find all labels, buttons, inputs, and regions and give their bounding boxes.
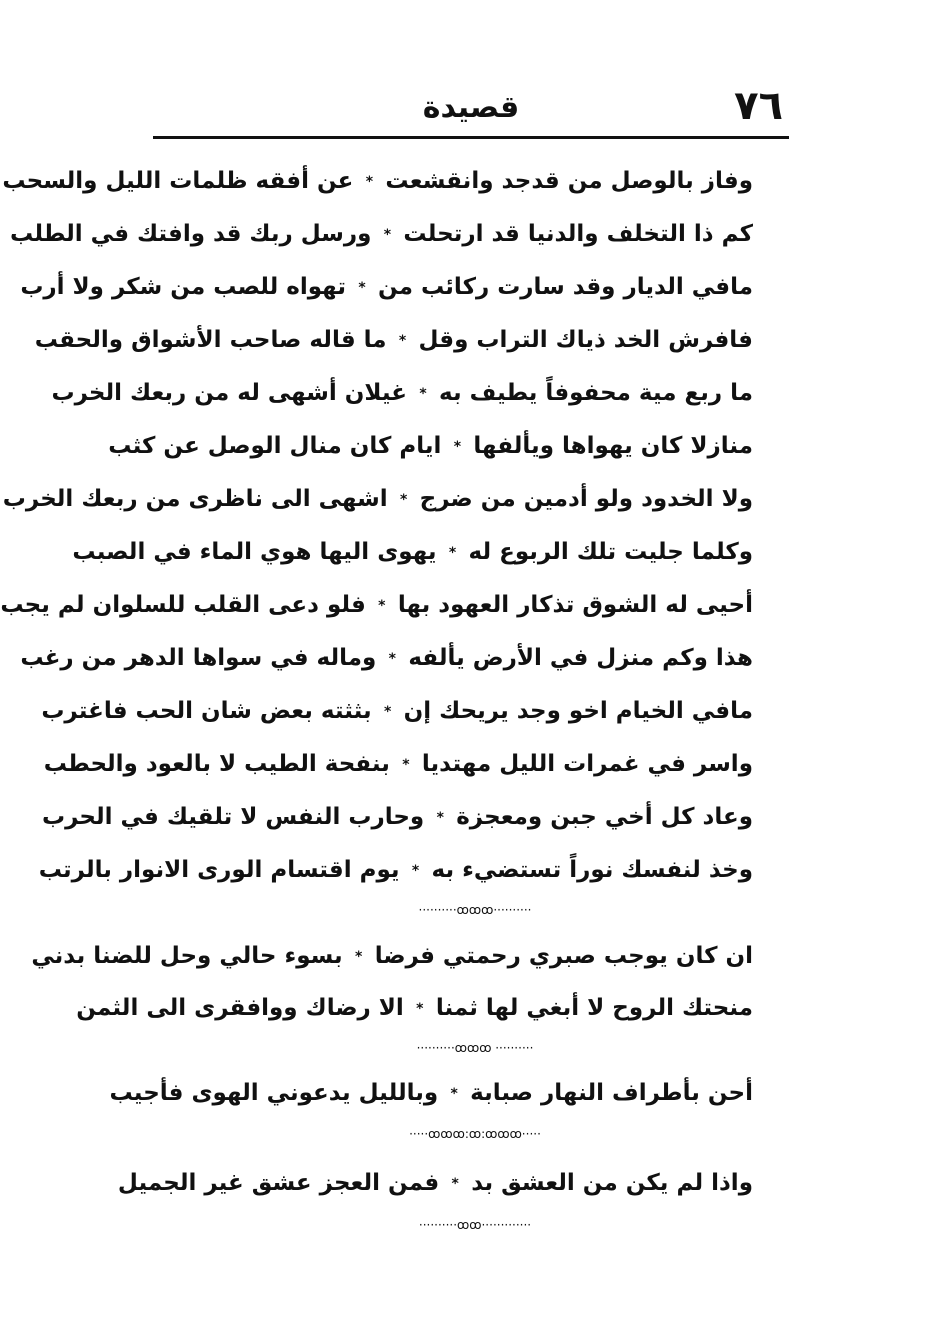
verse-separator: * [388, 650, 396, 667]
verse-line [10, 209, 753, 261]
first-hemistich: وعاد كل أخي جبن ومعجزة [456, 804, 753, 831]
verse-separator: * [378, 597, 386, 614]
verse-separator: * [419, 385, 427, 402]
verse-separator: * [383, 703, 392, 720]
first-hemistich: ولا الخدود ولو أدمين من ضرج [419, 486, 753, 513]
page-header [153, 82, 789, 138]
section-ornament: ··········ꝏꝏ············· [418, 1218, 532, 1232]
section-ornament: ··········ꝏꝏꝏ ·········· [416, 1041, 534, 1055]
first-hemistich: منازلا كان يهواها ويألفها [473, 433, 753, 460]
verse-line [20, 633, 753, 685]
second-hemistich: بثثته بعض شان الحب فاغترب [41, 698, 372, 725]
second-hemistich: الا رضاك ووافقرى الى الثمن [76, 995, 404, 1022]
verse-line [117, 1158, 753, 1210]
second-hemistich: وحارب النفس لا تلقيك في الحرب [42, 804, 425, 831]
first-hemistich: ما ربع مية محفوفاً يطيف به [439, 380, 753, 407]
verse-line [31, 931, 753, 983]
verse-line [0, 580, 753, 632]
verse-line [72, 527, 753, 579]
verse-line [109, 1068, 753, 1120]
verse-separator: * [436, 809, 444, 826]
second-hemistich: فلو دعى القلب للسلوان لم يجب [0, 592, 366, 619]
verse-separator: * [355, 948, 363, 965]
header-rule [153, 136, 789, 139]
verse-separator: * [383, 226, 392, 243]
verse-separator: * [358, 279, 366, 296]
second-hemistich: بنفحة الطيب لا بالعود والحطب [43, 751, 390, 778]
verse-separator: * [411, 862, 420, 879]
first-hemistich: هذا وكم منزل في الأرض يألفه [408, 645, 753, 672]
verse-line [2, 474, 753, 526]
first-hemistich: واذا لم يكن من العشق بد [471, 1170, 753, 1197]
second-hemistich: فمن العجز عشق غير الجميل [117, 1170, 440, 1197]
second-hemistich: ايام كان منال الوصل عن كثب [108, 433, 442, 460]
verse-line [41, 686, 753, 738]
verse-separator: * [453, 438, 462, 455]
first-hemistich: ان كان يوجب صبري رحمتي فرضا [374, 943, 753, 970]
verse-separator: * [450, 1085, 458, 1102]
first-hemistich: فافرش الخد ذياك التراب وقل [418, 327, 753, 354]
first-hemistich: أحيى له الشوق تذكار العهود بها [397, 592, 753, 619]
verse-line [76, 983, 753, 1035]
verse-separator: * [451, 1175, 459, 1192]
first-hemistich: منحتك الروح لا أبغي لها ثمنا [435, 995, 753, 1022]
first-hemistich: وخذ لنفسك نوراً تستضيء به [431, 857, 753, 884]
verse-separator: * [399, 491, 408, 508]
page-number: ٧٦ [734, 83, 783, 129]
second-hemistich: اشهى الى ناظرى من ربعك الخرب [2, 486, 388, 513]
verse-line [43, 739, 753, 791]
second-hemistich: يوم اقتسام الورى الانوار بالرتب [38, 857, 400, 884]
first-hemistich: واسر في غمرات الليل مهتديا [421, 751, 753, 778]
verse-separator: * [416, 1000, 424, 1017]
section-ornament: ·····ꝏꝏꝏ:ꝏ:ꝏꝏꝏ····· [409, 1127, 541, 1141]
second-hemistich: بسوء حالي وحل للضنا بدني [31, 943, 343, 970]
verse-separator: * [402, 756, 410, 773]
second-hemistich: وبالليل يدعوني الهوى فأجيب [109, 1080, 439, 1107]
verse-line [108, 421, 753, 473]
first-hemistich: وكلما جليت تلك الربوع له [468, 539, 753, 566]
second-hemistich: ورسل ربك قد وافتك في الطلب [10, 221, 372, 248]
running-title: قصيدة [422, 90, 520, 125]
first-hemistich: وفاز بالوصل من قدجد وانقشعت [385, 168, 753, 195]
verse-separator: * [398, 332, 407, 349]
second-hemistich: تهواه للصب من شكر ولا أرب [20, 274, 346, 301]
verse-line [42, 792, 753, 844]
second-hemistich: غيلان أشهى له من ربعك الخرب [51, 380, 408, 407]
section-ornament: ··········ꝏꝏꝏ·········· [418, 903, 532, 917]
verse-line [20, 262, 753, 314]
first-hemistich: مافي الديار وقد سارت ركائب من [378, 274, 753, 301]
first-hemistich: مافي الخيام اخو وجد يريحك إن [403, 698, 753, 725]
second-hemistich: عن أفقه ظلمات الليل والسحب [2, 168, 354, 195]
verse-separator: * [448, 544, 457, 561]
second-hemistich: وماله في سواها الدهر من رغب [20, 645, 377, 672]
second-hemistich: ما قاله صاحب الأشواق والحقب [34, 327, 387, 354]
verse-line [34, 315, 753, 367]
first-hemistich: كم ذا التخلف والدنيا قد ارتحلت [403, 221, 753, 248]
verse-line [51, 368, 753, 420]
verse-separator: * [365, 173, 374, 190]
verse-line [38, 845, 753, 897]
second-hemistich: يهوى اليها هوي الماء في الصبب [72, 539, 437, 566]
first-hemistich: أحن بأطراف النهار صبابة [470, 1080, 753, 1107]
verse-line [2, 156, 753, 208]
